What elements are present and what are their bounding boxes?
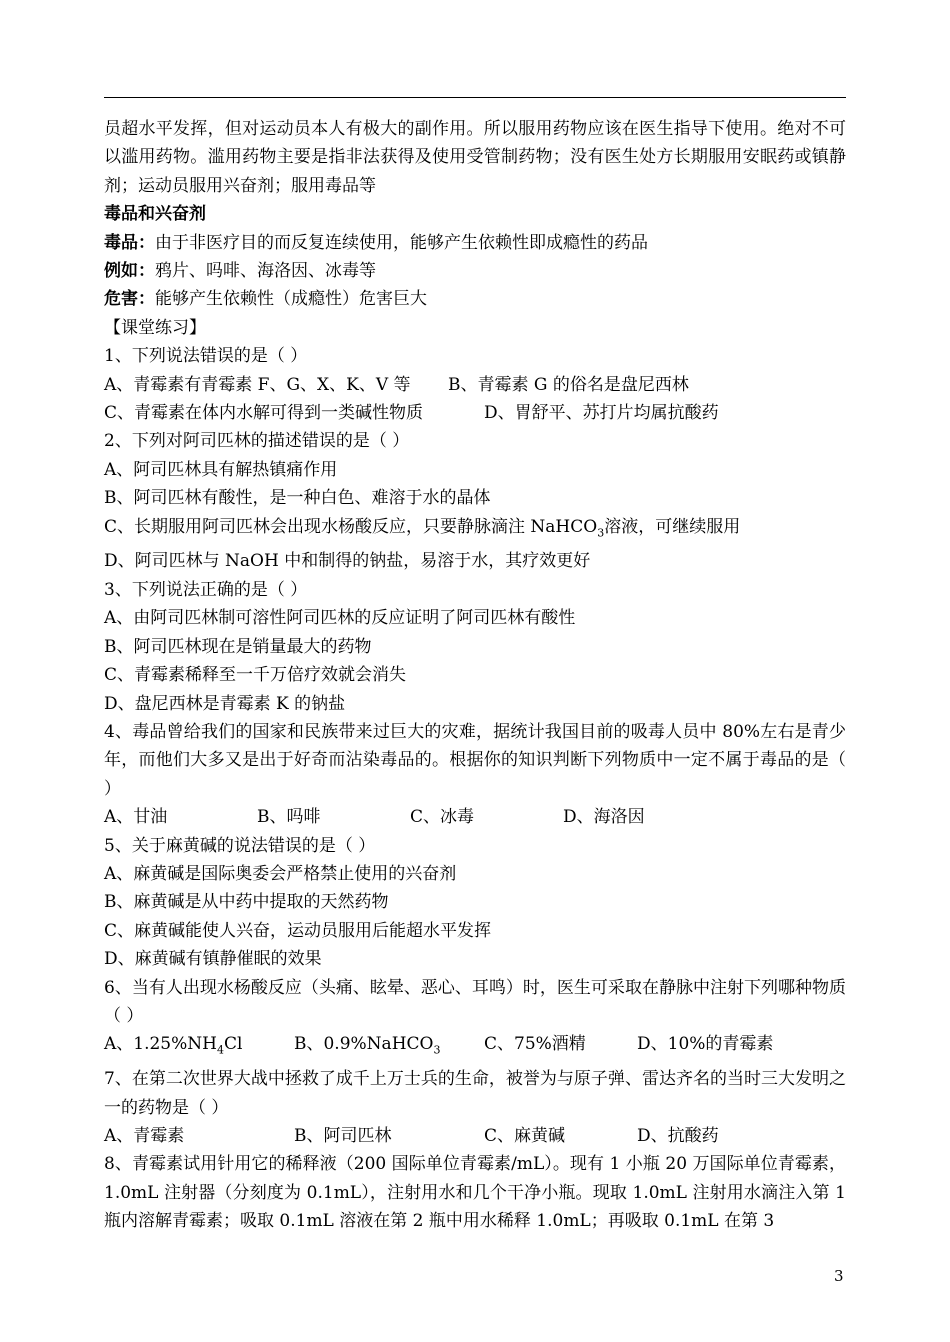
option-b: B、0.9%NaHCO$_3$ bbox=[294, 1034, 441, 1057]
page-number: 3 bbox=[834, 1267, 844, 1285]
option-c: C、青霉素稀释至一千万倍疗效就会消失 bbox=[104, 665, 407, 686]
option-d: D、胃舒平、苏打片均属抗酸药 bbox=[484, 403, 719, 424]
definition-example bbox=[104, 257, 846, 285]
option-a: A、青霉素有青霉素 F、G、X、K、V 等 bbox=[104, 374, 411, 395]
question-4-options bbox=[104, 803, 846, 831]
definition-text: 鸦片、吗啡、海洛因、冰毒等 bbox=[155, 261, 376, 282]
section-title: 毒品和兴奋剂 bbox=[104, 204, 206, 225]
option-a: A、青霉素 bbox=[104, 1126, 185, 1146]
option-c: C、75%酒精 bbox=[484, 1034, 586, 1055]
question-1-options-ab bbox=[104, 371, 846, 399]
option-a: A、由阿司匹林制可溶性阿司匹林的反应证明了阿司匹林有酸性 bbox=[104, 608, 576, 629]
question-1-options-cd bbox=[104, 399, 846, 427]
option-d: D、麻黄碱有镇静催眠的效果 bbox=[104, 949, 322, 970]
question-2-stem: 2、下列对阿司匹林的描述错误的是（ ） bbox=[104, 431, 410, 452]
option-d: D、海洛因 bbox=[563, 807, 645, 828]
option-d: D、10%的青霉素 bbox=[637, 1034, 774, 1055]
question-8-stem: 8、青霉素试用针用它的稀释液（200 国际单位青霉素/mL）。现有 1 小瓶 20 万国际单位青霉素，1.0mL 注射器（分刻度为 0.1mL），注射用水和几个干净小瓶。现取 1.0mL 注射用水滴注入第 1 瓶内溶解青霉素；吸取 0.1mL 溶液在第 2 瓶中用水稀释 1.0mL；再吸取 0.1mL 在第 3 bbox=[104, 1154, 846, 1232]
definition-label: 危害： bbox=[104, 289, 155, 310]
question-1-stem: 1、下列说法错误的是（ ） bbox=[104, 346, 308, 367]
option-c: C、麻黄碱能使人兴奋，运动员服用后能超水平发挥 bbox=[104, 920, 492, 941]
question-7-options bbox=[104, 1122, 846, 1150]
question-5-stem: 5、关于麻黄碱的说法错误的是（ ） bbox=[104, 835, 376, 856]
definition-label: 例如： bbox=[104, 261, 155, 282]
definition-text: 由于非医疗目的而反复连续使用，能够产生依赖性即成瘾性的药品 bbox=[155, 232, 648, 253]
option-c: C、青霉素在体内水解可得到一类碱性物质 bbox=[104, 403, 424, 424]
option-d: D、抗酸药 bbox=[637, 1126, 719, 1146]
option-c: C、长期服用阿司匹林会出现水杨酸反应，只要静脉滴注 NaHCO$_3$溶液，可继续服用 bbox=[104, 516, 741, 540]
header-rule bbox=[104, 97, 846, 98]
page-content bbox=[104, 115, 846, 1236]
definition-harm bbox=[104, 285, 846, 313]
option-c: C、冰毒 bbox=[410, 807, 475, 828]
intro-paragraph: 员超水平发挥，但对运动员本人有极大的副作用。所以服用药物应该在医生指导下使用。绝对不可以滥用药物。滥用药物主要是指非法获得及使用受管制药物；没有医生处方长期服用安眠药或镇静剂；运动员服用兴奋剂；服用毒品等 bbox=[104, 119, 846, 196]
option-d: D、阿司匹林与 NaOH 中和制得的钠盐，易溶于水，其疗效更好 bbox=[104, 551, 591, 572]
question-7-stem: 7、在第二次世界大战中拯救了成千上万士兵的生命，被誉为与原子弹、雷达齐名的当时三大发明之一的药物是（ ） bbox=[104, 1069, 846, 1118]
question-6-options bbox=[104, 1030, 846, 1065]
definition-label: 毒品： bbox=[104, 232, 155, 253]
option-b: B、青霉素 G 的俗名是盘尼西林 bbox=[448, 374, 689, 395]
option-a: A、阿司匹林具有解热镇痛作用 bbox=[104, 459, 338, 480]
option-c: C、麻黄碱 bbox=[484, 1126, 566, 1146]
definition-drug bbox=[104, 229, 846, 257]
definition-text: 能够产生依赖性（成瘾性）危害巨大 bbox=[155, 289, 427, 310]
option-b: B、阿司匹林有酸性，是一种白色、难溶于水的晶体 bbox=[104, 488, 491, 509]
question-4-stem: 4、毒品曾给我们的国家和民族带来过巨大的灾难，据统计我国目前的吸毒人员中 80%左右是青少年，而他们大多又是出于好奇而沾染毒品的。根据你的知识判断下列物质中一定不属于毒品的是（ ） bbox=[104, 721, 846, 799]
question-3-stem: 3、下列说法正确的是（ ） bbox=[104, 579, 308, 600]
question-6-stem: 6、当有人出现水杨酸反应（头痛、眩晕、恶心、耳鸣）时，医生可采取在静脉中注射下列哪种物质（ ） bbox=[104, 977, 846, 1026]
option-b: B、阿司匹林现在是销量最大的药物 bbox=[104, 636, 372, 657]
option-a: A、麻黄碱是国际奥委会严格禁止使用的兴奋剂 bbox=[104, 863, 457, 884]
option-d: D、盘尼西林是青霉素 K 的钠盐 bbox=[104, 693, 346, 714]
option-b: B、吗啡 bbox=[257, 807, 321, 828]
option-b: B、阿司匹林 bbox=[294, 1126, 392, 1146]
practice-title: 【课堂练习】 bbox=[104, 317, 206, 338]
option-b: B、麻黄碱是从中药中提取的天然药物 bbox=[104, 892, 389, 913]
option-a: A、甘油 bbox=[104, 807, 168, 828]
option-a: A、$1.25\%NH_4Cl$ bbox=[104, 1034, 243, 1057]
